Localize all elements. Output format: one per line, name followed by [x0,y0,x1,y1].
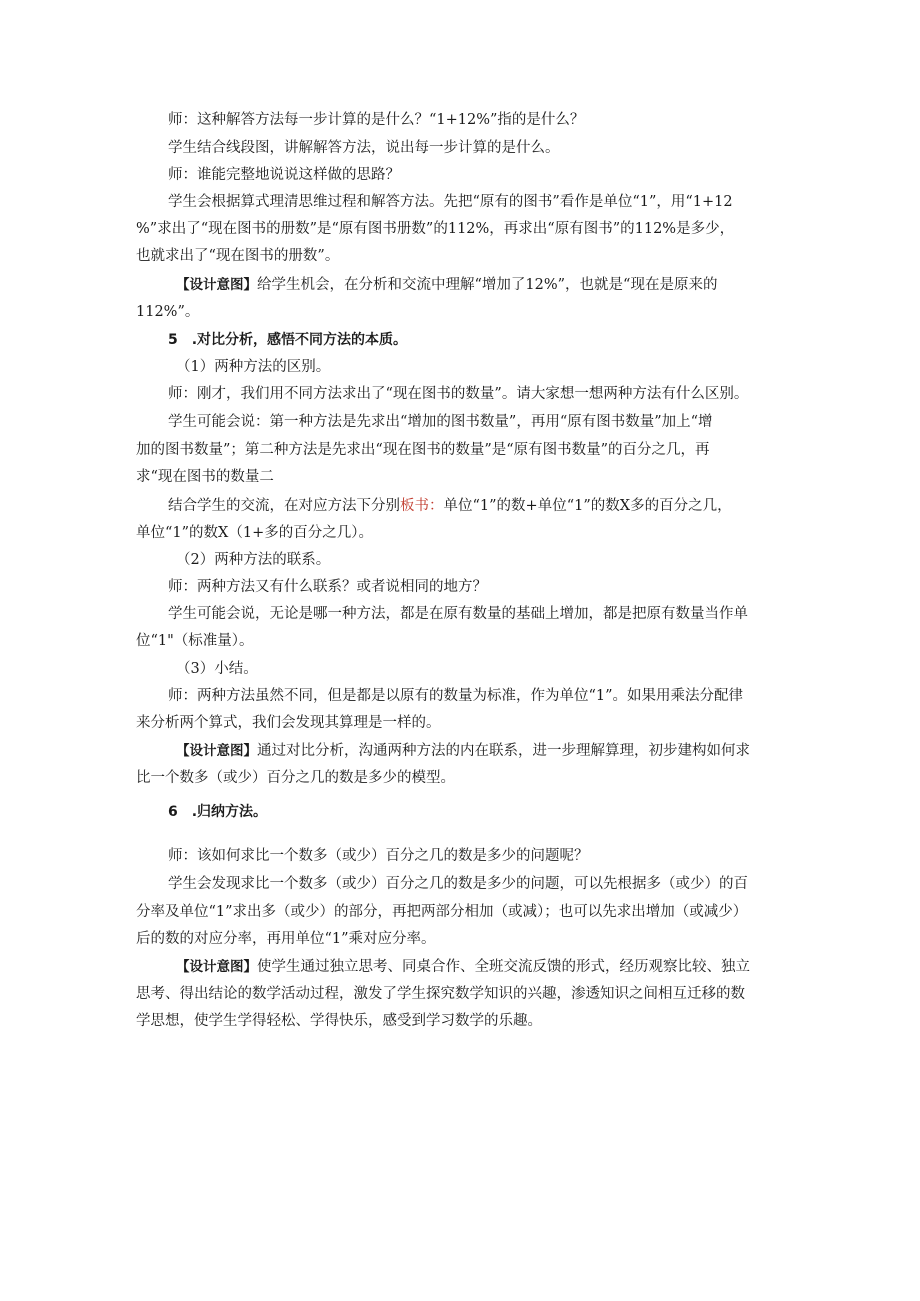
design-intent-text: 通过对比分析，沟通两种方法的内在联系，进一步理解算理，初步建构如何求 [257,743,750,759]
text-line-25: 师：该如何求比一个数多（或少）百分之几的数是多少的问题呢？ [168,848,589,864]
design-intent-text: 给学生机会，在分析和交流中理解“增加了12%”，也就是“现在是原来的 [257,277,718,293]
text-line-31: 学思想，使学生学得轻松、学得快乐，感受到学习数学的乐趣。 [136,1013,542,1029]
text-line-6: 也就求出了“现在图书的册数”。 [136,248,340,264]
text-line-15: 单位“1”的数X（1+多的百分之几）。 [136,525,373,541]
design-intent-tag: 【设计意图】 [176,959,257,975]
text-line-1: 师：这种解答方法每一步计算的是什么？“1+12%”指的是什么？ [168,112,585,128]
section-heading-6: 6 .归纳方法。 [168,804,268,820]
design-intent-paragraph-3 [176,957,750,977]
text-line-20: （3）小结。 [176,661,258,677]
design-intent-tag: 【设计意图】 [176,743,257,759]
text-line-4: 学生会根据算式理清思维过程和解答方法。先把“原有的图书”看作是单位“1”，用“1+12 [168,194,733,210]
text-line-24: 比一个数多（或少）百分之几的数是多少的模型。 [136,770,455,786]
design-intent-paragraph-2 [176,741,750,761]
design-intent-tag: 【设计意图】 [176,277,257,293]
text-line-12: 加的图书数量”；第二种方法是先求出“现在图书的数量”是“原有图书数量”的百分之几，再 [136,442,710,458]
text-line-18: 学生可能会说，无论是哪一种方法，都是在原有数量的基础上增加，都是把原有数量当作单 [168,606,748,622]
text-line-14-part-a: 结合学生的交流，在对应方法下分别 [168,498,400,514]
text-line-14-part-c: 单位“1”的数+单位“1”的数X多的百分之几， [443,498,732,514]
text-line-19: 位“1"（标准量）。 [136,633,254,649]
text-line-3: 师：谁能完整地说说这样做的思路？ [168,167,400,183]
text-line-13: 求“现在图书的数量二 [136,469,274,485]
text-line-17: 师：两种方法又有什么联系？或者说相同的地方？ [168,579,487,595]
text-line-26: 学生会发现求比一个数多（或少）百分之几的数是多少的问题，可以先根据多（或少）的百 [168,876,748,892]
text-line-30: 思考、得出结论的数学活动过程，激发了学生探究数学知识的兴趣，渗透知识之间相互迁移的数 [136,986,745,1002]
text-line-11: 学生可能会说：第一种方法是先求出“增加的图书数量”，再用“原有图书数量”加上“增 [168,414,713,430]
text-line-10: 师：刚才，我们用不同方法求出了“现在图书的数量”。请大家想一想两种方法有什么区别。 [168,386,749,402]
text-line-27: 分率及单位“1”求出多（或少）的部分，再把两部分相加（或减）；也可以先求出增加（或减少） [136,904,748,920]
text-line-16: （2）两种方法的联系。 [176,552,331,568]
design-intent-text: 使学生通过独立思考、同桌合作、全班交流反馈的形式，经历观察比较、独立 [257,959,750,975]
text-line-8: 112%”。 [136,304,200,320]
text-line-28: 后的数的对应分率，再用单位“1”乘对应分率。 [136,931,436,947]
design-intent-paragraph-1 [176,275,717,295]
text-line-21: 师：两种方法虽然不同，但是都是以原有的数量为标准，作为单位“1”。如果用乘法分配律 [168,688,744,704]
text-line-14 [168,496,732,516]
text-line-5: %”求出了“现在图书的册数”是“原有图书册数”的112%，再求出“原有图书”的112%是多少， [136,221,735,237]
section-heading-5: 5 .对比分析，感悟不同方法的本质。 [168,332,408,348]
text-line-9: （1）两种方法的区别。 [176,359,331,375]
board-label: 板书： [400,498,444,514]
text-line-22: 来分析两个算式，我们会发现其算理是一样的。 [136,715,441,731]
text-line-2: 学生结合线段图，讲解解答方法，说出每一步计算的是什么。 [168,140,560,156]
